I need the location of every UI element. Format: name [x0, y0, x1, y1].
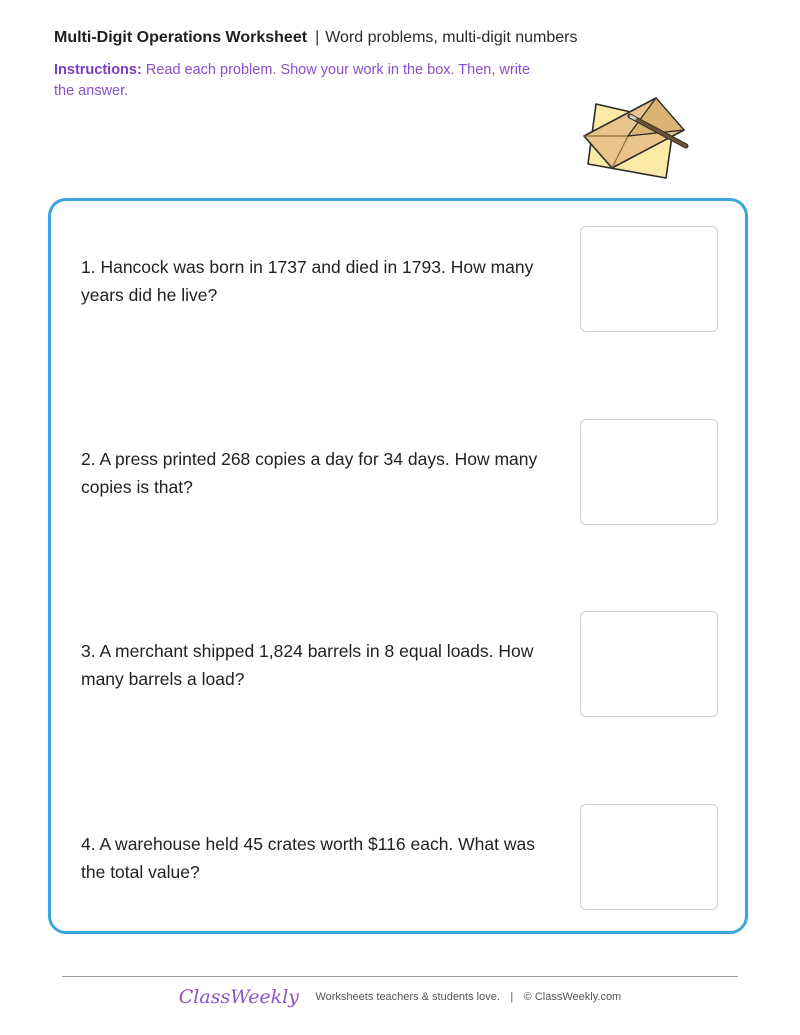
problem-3-text: 3. A merchant shipped 1,824 barrels in 8 equal loads. How many barrels a load?: [81, 641, 534, 689]
problem-2-text: 2. A press printed 268 copies a day for 34 days. How many copies is that?: [81, 449, 538, 497]
header-separator: |: [315, 29, 320, 46]
worksheet-title: Multi-Digit Operations Worksheet: [54, 29, 308, 46]
answer-box-1[interactable]: [580, 226, 718, 332]
brand-logo: ClassWeekly: [178, 986, 299, 1008]
instructions-label: Instructions:: [54, 62, 142, 78]
problem-4-text: 4. A warehouse held 45 crates worth $116 each. What was the total value?: [81, 834, 535, 882]
footer-separator: |: [510, 991, 514, 1003]
answer-box-4[interactable]: [580, 804, 718, 910]
envelope-and-pen-icon: [578, 92, 692, 182]
footer: [0, 986, 800, 1008]
footer-divider: [62, 976, 738, 977]
footer-copyright: © ClassWeekly.com: [523, 991, 622, 1003]
worksheet-header: [54, 28, 577, 48]
answer-box-3[interactable]: [580, 611, 718, 717]
answer-box-2[interactable]: [580, 419, 718, 525]
instructions: [54, 60, 534, 102]
instructions-text: Read each problem. Show your work in the box. Then, write the answer.: [54, 62, 531, 99]
worksheet-subtitle: Word problems, multi-digit numbers: [325, 29, 578, 46]
problem-1-text: 1. Hancock was born in 1737 and died in 1793. How many years did he live?: [81, 257, 534, 305]
footer-tagline: Worksheets teachers & students love.: [315, 991, 500, 1003]
